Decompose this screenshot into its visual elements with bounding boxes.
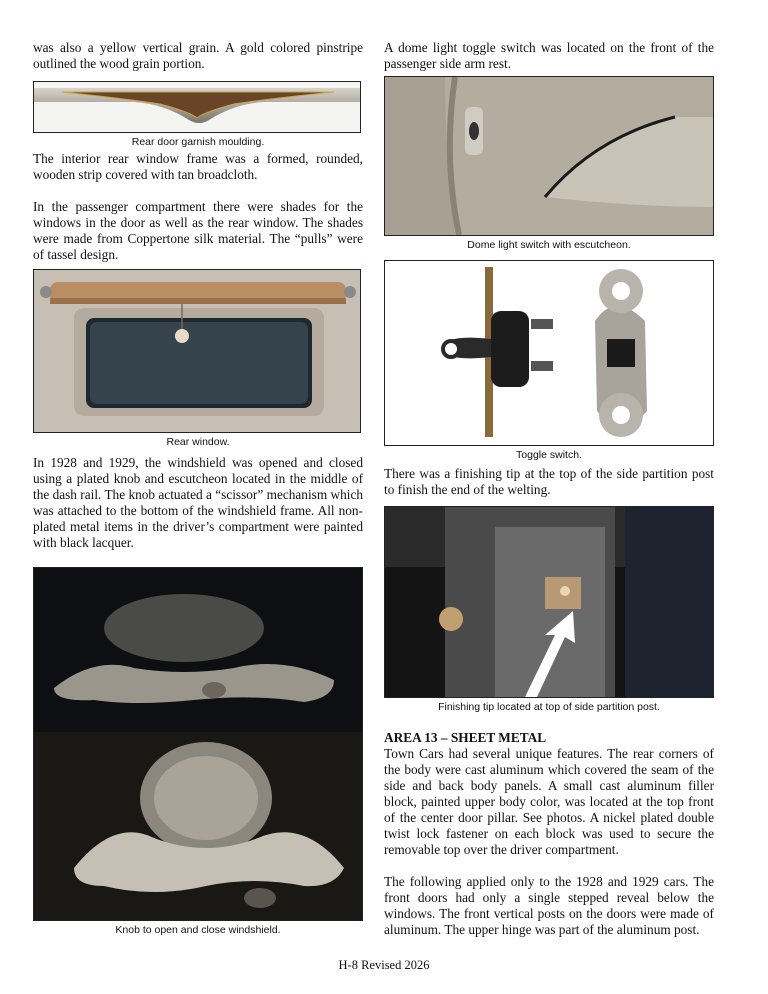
photo-garnish-moulding	[33, 81, 361, 133]
paragraph-dome-light: A dome light toggle switch was located on the front of the passenger side arm rest.	[384, 40, 714, 71]
left-column	[33, 40, 363, 939]
paragraph-shades: In the passenger compartment there were shades for the windows in the door as well as the rear window. The shades were made from Coppertone silk material. The “pulls” were of tassel design.	[33, 199, 363, 262]
photo-rear-window	[33, 269, 361, 433]
caption-garnish-moulding: Rear door garnish moulding.	[131, 136, 265, 148]
paragraph-rear-window-frame: The interior rear window frame was a formed, rounded, wooden strip covered with tan broadcloth.	[33, 151, 363, 182]
paragraph-wood-grain: was also a yellow vertical grain. A gold colored pinstripe outlined the wood grain portion.	[33, 40, 363, 71]
caption-toggle-switch: Toggle switch.	[516, 449, 582, 461]
caption-finishing-tip: Finishing tip located at top of side partition post.	[438, 701, 660, 713]
photo-dome-light-switch	[384, 76, 714, 236]
photo-toggle-switch	[384, 260, 714, 446]
caption-rear-window: Rear window.	[166, 436, 230, 448]
section-heading: AREA 13 – SHEET METAL	[384, 730, 547, 745]
photo-finishing-tip	[384, 506, 714, 698]
caption-windshield-knob: Knob to open and close windshield.	[115, 924, 281, 936]
right-column	[384, 40, 714, 938]
paragraph-finishing-tip: There was a finishing tip at the top of the side partition post to finish the end of the welting.	[384, 466, 714, 497]
paragraph-windshield-knob: In 1928 and 1929, the windshield was opened and closed using a plated knob and escutcheon located in the middle of the dash rail. The knob actuated a “scissor” mechanism which was attached to the bottom of the windshield frame. All non-plated metal items in the driver’s compartment were painted with black lacquer.	[33, 455, 363, 550]
page-footer: H-8 Revised 2026	[338, 958, 430, 972]
caption-dome-light-switch: Dome light switch with escutcheon.	[467, 239, 631, 251]
paragraph-town-cars: Town Cars had several unique features. The rear corners of the body were cast aluminum which covered the seam of the side and back body panels. A small cast aluminum filler block, painted upper body color, was located at the top front of the center door pillar. See photos. A nickel plated double twist lock fastener on each block was used to secure the removable top over the driver compartment.	[384, 746, 714, 857]
photo-windshield-knob	[33, 567, 363, 921]
paragraph-1928-1929: The following applied only to the 1928 and 1929 cars. The front doors had only a single stepped reveal below the windows. The front vertical posts on the doors were made of aluminum. The upper hinge was part of the aluminum post.	[384, 874, 714, 937]
